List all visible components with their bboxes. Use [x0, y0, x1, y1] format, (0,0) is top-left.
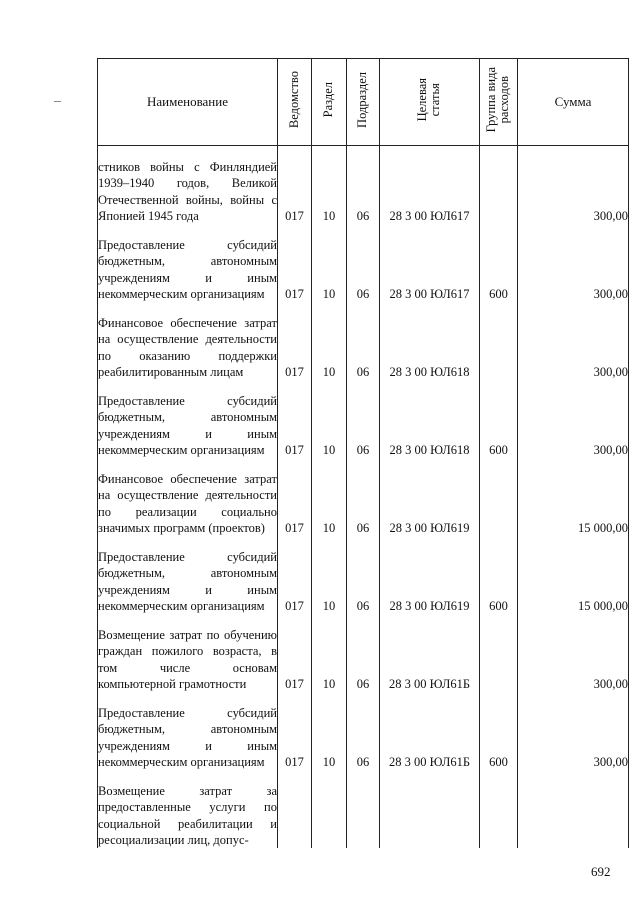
header-name: Наименование: [98, 59, 278, 146]
row-expense-group: [480, 302, 518, 380]
row-subsection: 06: [347, 536, 380, 614]
row-section: 10: [312, 536, 347, 614]
row-subsection: 06: [347, 380, 380, 458]
row-expense-group: [480, 458, 518, 536]
row-target-article: 28 3 00 ЮЛ61Б: [380, 614, 480, 692]
row-name: Возмещение затрат по обучению граждан пожилого возраста, в том числе основам компьютерной грамотности: [98, 614, 278, 692]
header-section: Раздел: [312, 59, 347, 146]
row-target-article: 28 3 00 ЮЛ618: [380, 302, 480, 380]
row-sum: [518, 770, 629, 848]
table-row: [98, 692, 629, 770]
row-department: 017: [278, 380, 312, 458]
row-target-article: 28 3 00 ЮЛ618: [380, 380, 480, 458]
table-row: [98, 380, 629, 458]
row-target-article: 28 3 00 ЮЛ617: [380, 146, 480, 225]
header-target-article: Целевая статья: [380, 59, 480, 146]
header-sum: Сумма: [518, 59, 629, 146]
row-name: Финансовое обеспечение затрат на осуществление деятельности по реализации социально значимых программ (проектов): [98, 458, 278, 536]
row-expense-group: 600: [480, 224, 518, 302]
row-section: 10: [312, 302, 347, 380]
row-name: Предоставление субсидий бюджетным, автономным учреждениям и иным некоммерческим организациям: [98, 224, 278, 302]
row-name: стников войны с Финляндией 1939–1940 годов, Великой Отечественной войны, войны с Японией 1945 года: [98, 146, 278, 225]
row-sum: 15 000,00: [518, 458, 629, 536]
row-section: 10: [312, 146, 347, 225]
row-name: Предоставление субсидий бюджетным, автономным учреждениям и иным некоммерческим организациям: [98, 380, 278, 458]
row-subsection: 06: [347, 614, 380, 692]
row-subsection: [347, 770, 380, 848]
row-subsection: 06: [347, 458, 380, 536]
row-department: 017: [278, 692, 312, 770]
table-header-row: [98, 59, 629, 146]
row-name: Финансовое обеспечение затрат на осуществление деятельности по оказанию поддержки реабилитированным лицам: [98, 302, 278, 380]
row-department: 017: [278, 146, 312, 225]
table-row: [98, 536, 629, 614]
row-department: 017: [278, 614, 312, 692]
row-subsection: 06: [347, 146, 380, 225]
row-expense-group: [480, 770, 518, 848]
row-sum: 300,00: [518, 224, 629, 302]
row-target-article: 28 3 00 ЮЛ617: [380, 224, 480, 302]
row-department: 017: [278, 302, 312, 380]
page-number: 692: [591, 864, 611, 879]
row-section: 10: [312, 458, 347, 536]
row-sum: 300,00: [518, 302, 629, 380]
row-section: [312, 770, 347, 848]
row-name: Предоставление субсидий бюджетным, автономным учреждениям и иным некоммерческим организациям: [98, 692, 278, 770]
row-section: 10: [312, 224, 347, 302]
row-sum: 300,00: [518, 614, 629, 692]
row-department: 017: [278, 536, 312, 614]
row-section: 10: [312, 614, 347, 692]
row-sum: 15 000,00: [518, 536, 629, 614]
table-row: [98, 458, 629, 536]
header-department: Ведомство: [278, 59, 312, 146]
row-expense-group: 600: [480, 692, 518, 770]
table-row: [98, 146, 629, 225]
row-department: [278, 770, 312, 848]
margin-mark: [54, 101, 61, 102]
row-sum: 300,00: [518, 692, 629, 770]
row-expense-group: [480, 614, 518, 692]
row-section: 10: [312, 692, 347, 770]
row-expense-group: [480, 146, 518, 225]
row-subsection: 06: [347, 302, 380, 380]
table-row: [98, 770, 629, 848]
row-subsection: 06: [347, 224, 380, 302]
table-row: [98, 224, 629, 302]
row-target-article: 28 3 00 ЮЛ619: [380, 458, 480, 536]
header-expense-group: Группа вида расходов: [480, 59, 518, 146]
table-row: [98, 614, 629, 692]
row-target-article: [380, 770, 480, 848]
row-sum: 300,00: [518, 146, 629, 225]
budget-table: [97, 58, 629, 848]
header-subsection: Подраздел: [347, 59, 380, 146]
row-subsection: 06: [347, 692, 380, 770]
row-expense-group: 600: [480, 536, 518, 614]
row-department: 017: [278, 224, 312, 302]
row-department: 017: [278, 458, 312, 536]
row-section: 10: [312, 380, 347, 458]
row-name: Предоставление субсидий бюджетным, автономным учреждениям и иным некоммерческим организациям: [98, 536, 278, 614]
row-target-article: 28 3 00 ЮЛ61Б: [380, 692, 480, 770]
row-sum: 300,00: [518, 380, 629, 458]
row-expense-group: 600: [480, 380, 518, 458]
row-target-article: 28 3 00 ЮЛ619: [380, 536, 480, 614]
table-row: [98, 302, 629, 380]
row-name: Возмещение затрат за предоставленные услуги по социальной реабилитации и ресоциализации лиц, допус-: [98, 770, 278, 848]
